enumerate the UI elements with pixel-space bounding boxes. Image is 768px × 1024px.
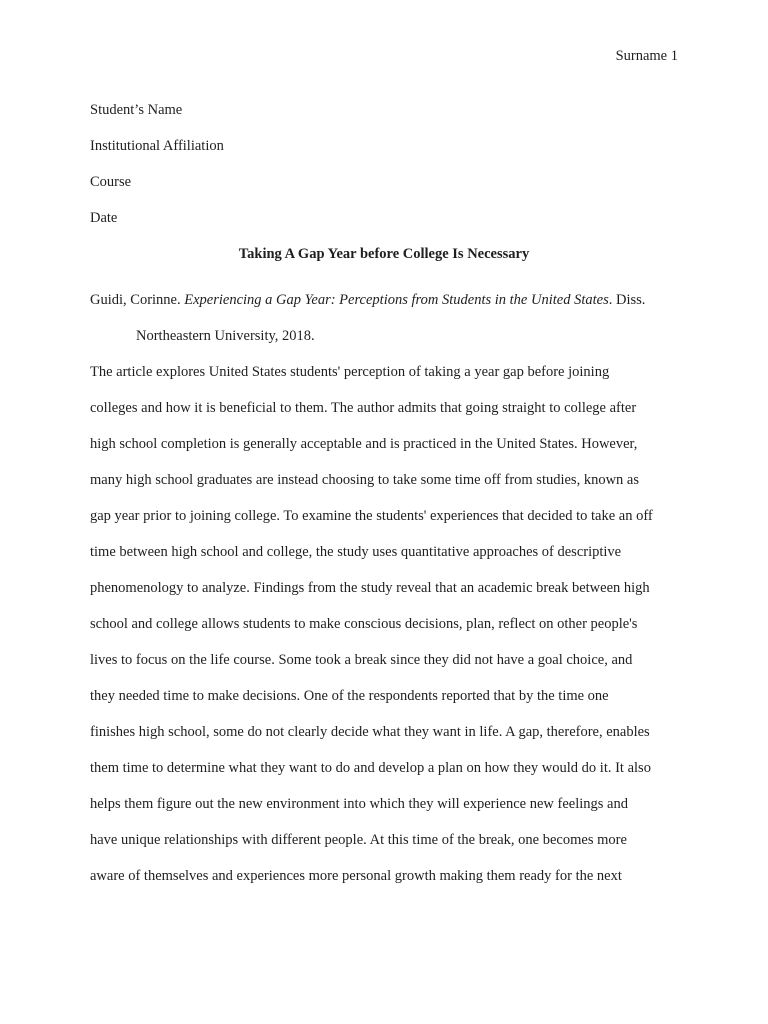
body-line: time between high school and college, the study uses quantitative approaches of descriptive — [90, 544, 622, 560]
body-line: finishes high school, some do not clearly decide what they want in life. A gap, therefore, enables — [90, 724, 650, 740]
citation-work-title: Experiencing a Gap Year: Perceptions from Students in the United States — [184, 292, 609, 308]
body-line: gap year prior to joining college. To examine the students' experiences that decided to take an off — [90, 508, 653, 524]
body-line: lives to focus on the life course. Some took a break since they did not have a goal choice, and — [90, 652, 633, 668]
citation-entry — [90, 282, 678, 318]
body-line: The article explores United States students' perception of taking a year gap before joining — [90, 364, 610, 380]
body-line: helps them figure out the new environment into which they will experience new feelings and — [90, 796, 628, 812]
document-title: Taking A Gap Year before College Is Necessary — [238, 246, 530, 262]
body-line: colleges and how it is beneficial to them. The author admits that going straight to college after — [90, 400, 637, 416]
body-line: them time to determine what they want to do and develop a plan on how they would do it. It also — [90, 760, 651, 776]
body-line: high school completion is generally acceptable and is practiced in the United States. However, — [90, 436, 638, 452]
body-line: aware of themselves and experiences more personal growth making them ready for the next — [90, 868, 622, 884]
body-line: they needed time to make decisions. One of the respondents reported that by the time one — [90, 688, 609, 704]
date-line: Date — [90, 210, 118, 226]
body-line: many high school graduates are instead choosing to take some time off from studies, known as — [90, 472, 640, 488]
institution-line: Institutional Affiliation — [90, 138, 224, 154]
course-line: Course — [90, 174, 132, 190]
student-name-line: Student’s Name — [90, 102, 183, 118]
citation-after-title: . Diss. — [608, 292, 646, 308]
body-line: have unique relationships with different people. At this time of the break, one becomes more — [90, 832, 627, 848]
document-content — [90, 92, 678, 894]
citation-continuation: Northeastern University, 2018. — [136, 328, 315, 344]
body-line: phenomenology to analyze. Findings from the study reveal that an academic break between high — [90, 580, 650, 596]
body-line: school and college allows students to make conscious decisions, plan, reflect on other people's — [90, 616, 638, 632]
body-paragraph — [90, 354, 678, 894]
citation-author: Guidi, Corinne. — [90, 292, 185, 308]
running-head: Surname 1 — [615, 48, 678, 64]
